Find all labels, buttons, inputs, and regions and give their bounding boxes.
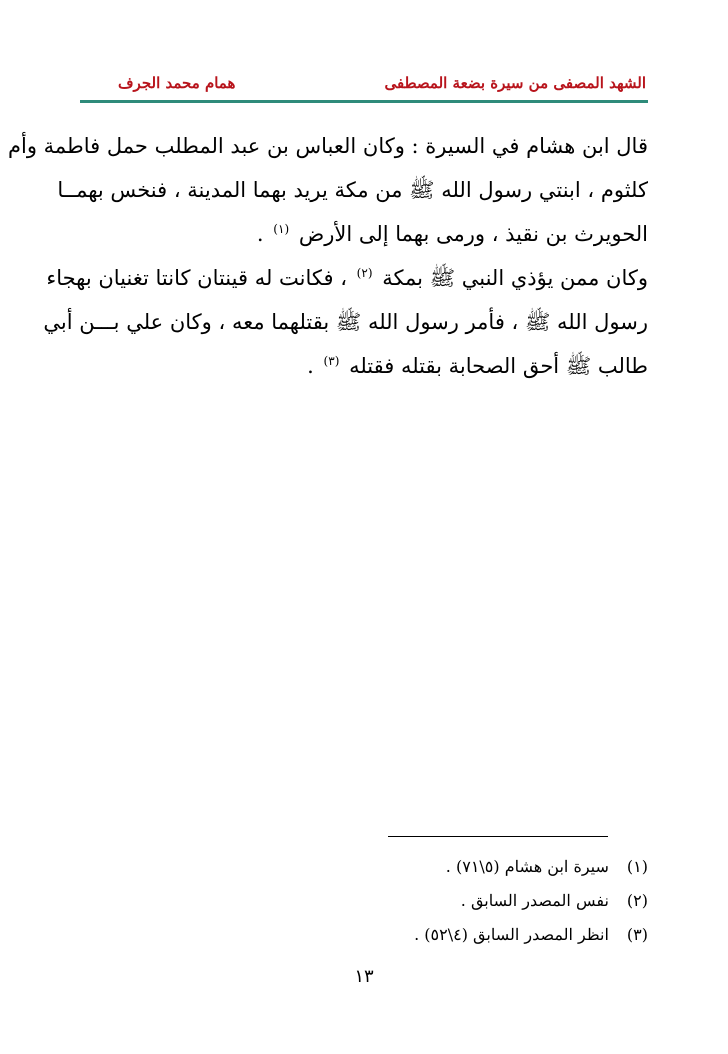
footnote-text: سيرة ابن هشام (٥\٧١) . (445, 857, 609, 876)
footnote-item (328, 884, 648, 918)
footnote-ref: (٣) (323, 354, 340, 368)
page-header (80, 62, 648, 102)
main-text (8, 124, 648, 388)
page-number: ١٣ (354, 966, 374, 987)
text-line (80, 344, 648, 388)
footnote-number: (١) (626, 857, 648, 876)
footnote-ref: (٢) (356, 266, 373, 280)
header-rule (80, 100, 648, 103)
footnote-text: انظر المصدر السابق (٤\٥٢) . (414, 925, 609, 944)
footnote-ref: (١) (273, 222, 290, 236)
footnote-number: (٣) (626, 925, 648, 944)
footnote-item (328, 850, 648, 884)
footnote-number: (٢) (626, 891, 648, 910)
author-name: همام محمد الجرف (118, 74, 236, 92)
line-text: وكان ممن يؤذي النبي ﷺ بمكة (382, 266, 648, 290)
text-line: كلثوم ، ابنتي رسول الله ﷺ من مكة يريد بهما المدينة ، فنخس بهمــا (57, 178, 648, 202)
line-text: . (256, 222, 264, 246)
footnote-separator (388, 836, 608, 837)
line-text: ، فكانت له قينتان كانتا تغنيان بهجاء (46, 266, 347, 290)
line-text: . (307, 354, 314, 378)
footnote-item (328, 918, 648, 952)
text-line: قال ابن هشام في السيرة : وكان العباس بن عبد المطلب حمل فاطمة وأم (8, 134, 648, 158)
footnotes (328, 850, 648, 952)
text-line (46, 256, 648, 300)
text-line (80, 212, 648, 256)
line-text: طالب ﷺ أحق الصحابة بقتله فقتله (349, 354, 648, 378)
footnote-text: نفس المصدر السابق . (460, 891, 609, 910)
book-title: الشهد المصفى من سيرة بضعة المصطفى (384, 74, 646, 92)
text-line: رسول الله ﷺ ، فأمر رسول الله ﷺ بقتلهما معه ، وكان علي بـــن أبي (43, 310, 648, 334)
line-text: الحويرث بن نقيذ ، ورمى بهما إلى الأرض (298, 222, 648, 246)
